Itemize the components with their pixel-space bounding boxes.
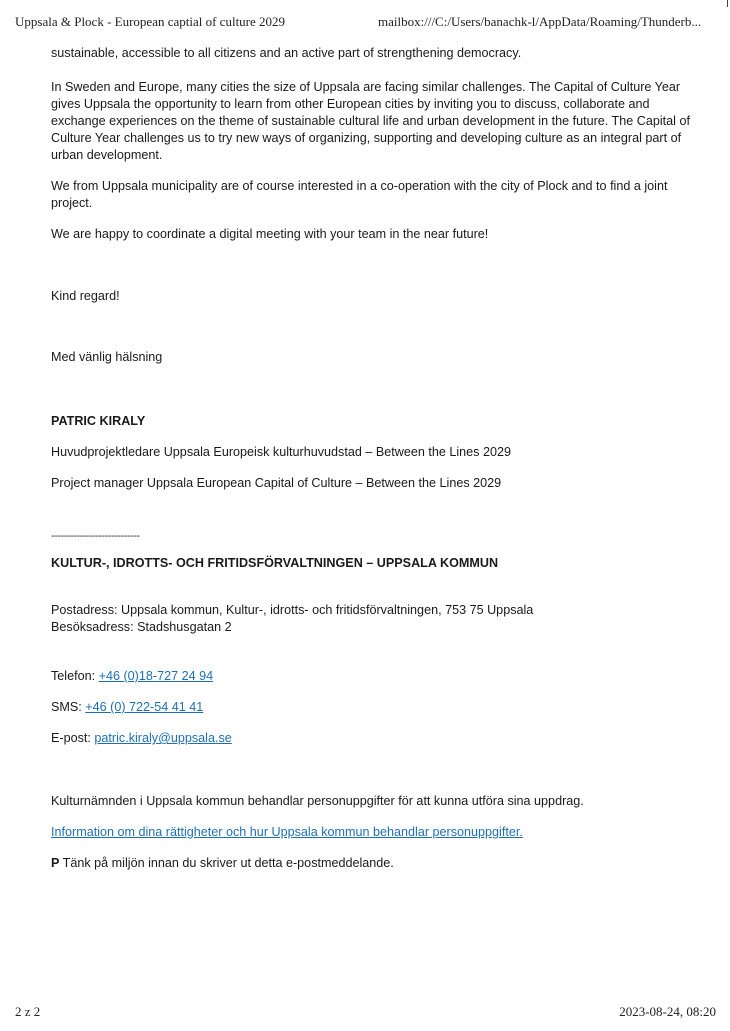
phone-link[interactable]: +46 (0)18-727 24 94: [98, 669, 214, 683]
privacy-notice: Kulturnämnden i Uppsala kommun behandlar personuppgifter för att kunna utföra sina uppdrag.: [51, 794, 584, 808]
print-header-title: Uppsala & Plock - European captial of culture 2029: [15, 14, 286, 29]
closing-swedish: Med vänlig hälsning: [51, 350, 163, 364]
environment-text: Tänk på miljön innan du skriver ut detta e-postmeddelande.: [59, 856, 394, 870]
environment-symbol: P: [51, 856, 60, 870]
signature-title-english: Project manager Uppsala European Capital of Culture – Between the Lines 2029: [51, 476, 502, 490]
body-paragraph-4: We are happy to coordinate a digital meeting with your team in the near future!: [51, 227, 489, 241]
sms-label: SMS:: [51, 700, 86, 714]
body-paragraph-3: We from Uppsala municipality are of course interested in a co-operation with the city of Plock and to find a joint project.: [51, 179, 668, 210]
environment-notice: [51, 855, 691, 872]
sms-line: [51, 699, 691, 716]
phone-line: [51, 668, 691, 685]
page-number: 2 z 2: [15, 1004, 41, 1019]
phone-label: Telefon:: [51, 669, 99, 683]
postal-address: Postadress: Uppsala kommun, Kultur-, idrotts- och fritidsförvaltningen, 753 75 Uppsala: [51, 603, 534, 617]
body-paragraph-2: In Sweden and Europe, many cities the size of Uppsala are facing similar challenges. The Capital of Culture Year gives Uppsala the opportunity to learn from other European cities by inviting you to discuss, collaborate and exchange experiences on the theme of sustainable cultural life and urban development in the future. The Capital of Culture Year challenges us to try new ways of organizing, supporting and developing culture as an integral part of urban development.: [51, 80, 690, 162]
signature-name: PATRIC KIRALY: [51, 414, 146, 428]
organization-name: KULTUR-, IDROTTS- OCH FRITIDSFÖRVALTNINGEN – UPPSALA KOMMUN: [51, 556, 499, 570]
scan-edge-mark: [727, 0, 728, 7]
visiting-address: Besöksadress: Stadshusgatan 2: [51, 620, 232, 634]
email-line: [51, 730, 691, 747]
print-header-path: mailbox:///C:/Users/banachk-l/AppData/Roaming/Thunderb...: [378, 14, 702, 29]
closing-english: Kind regard!: [51, 289, 120, 303]
email-label: E-post:: [51, 731, 95, 745]
signature-divider: ----------------------------: [51, 530, 140, 542]
body-paragraph-1: sustainable, accessible to all citizens and an active part of strengthening democracy.: [51, 46, 522, 60]
signature-title-swedish: Huvudprojektledare Uppsala Europeisk kulturhuvudstad – Between the Lines 2029: [51, 445, 511, 459]
email-link[interactable]: patric.kiraly@uppsala.se: [94, 731, 232, 745]
print-datetime: 2023-08-24, 08:20: [619, 1004, 716, 1019]
privacy-information-link[interactable]: Information om dina rättigheter och hur Uppsala kommun behandlar personuppgifter.: [51, 825, 523, 839]
sms-link[interactable]: +46 (0) 722-54 41 41: [85, 700, 204, 714]
